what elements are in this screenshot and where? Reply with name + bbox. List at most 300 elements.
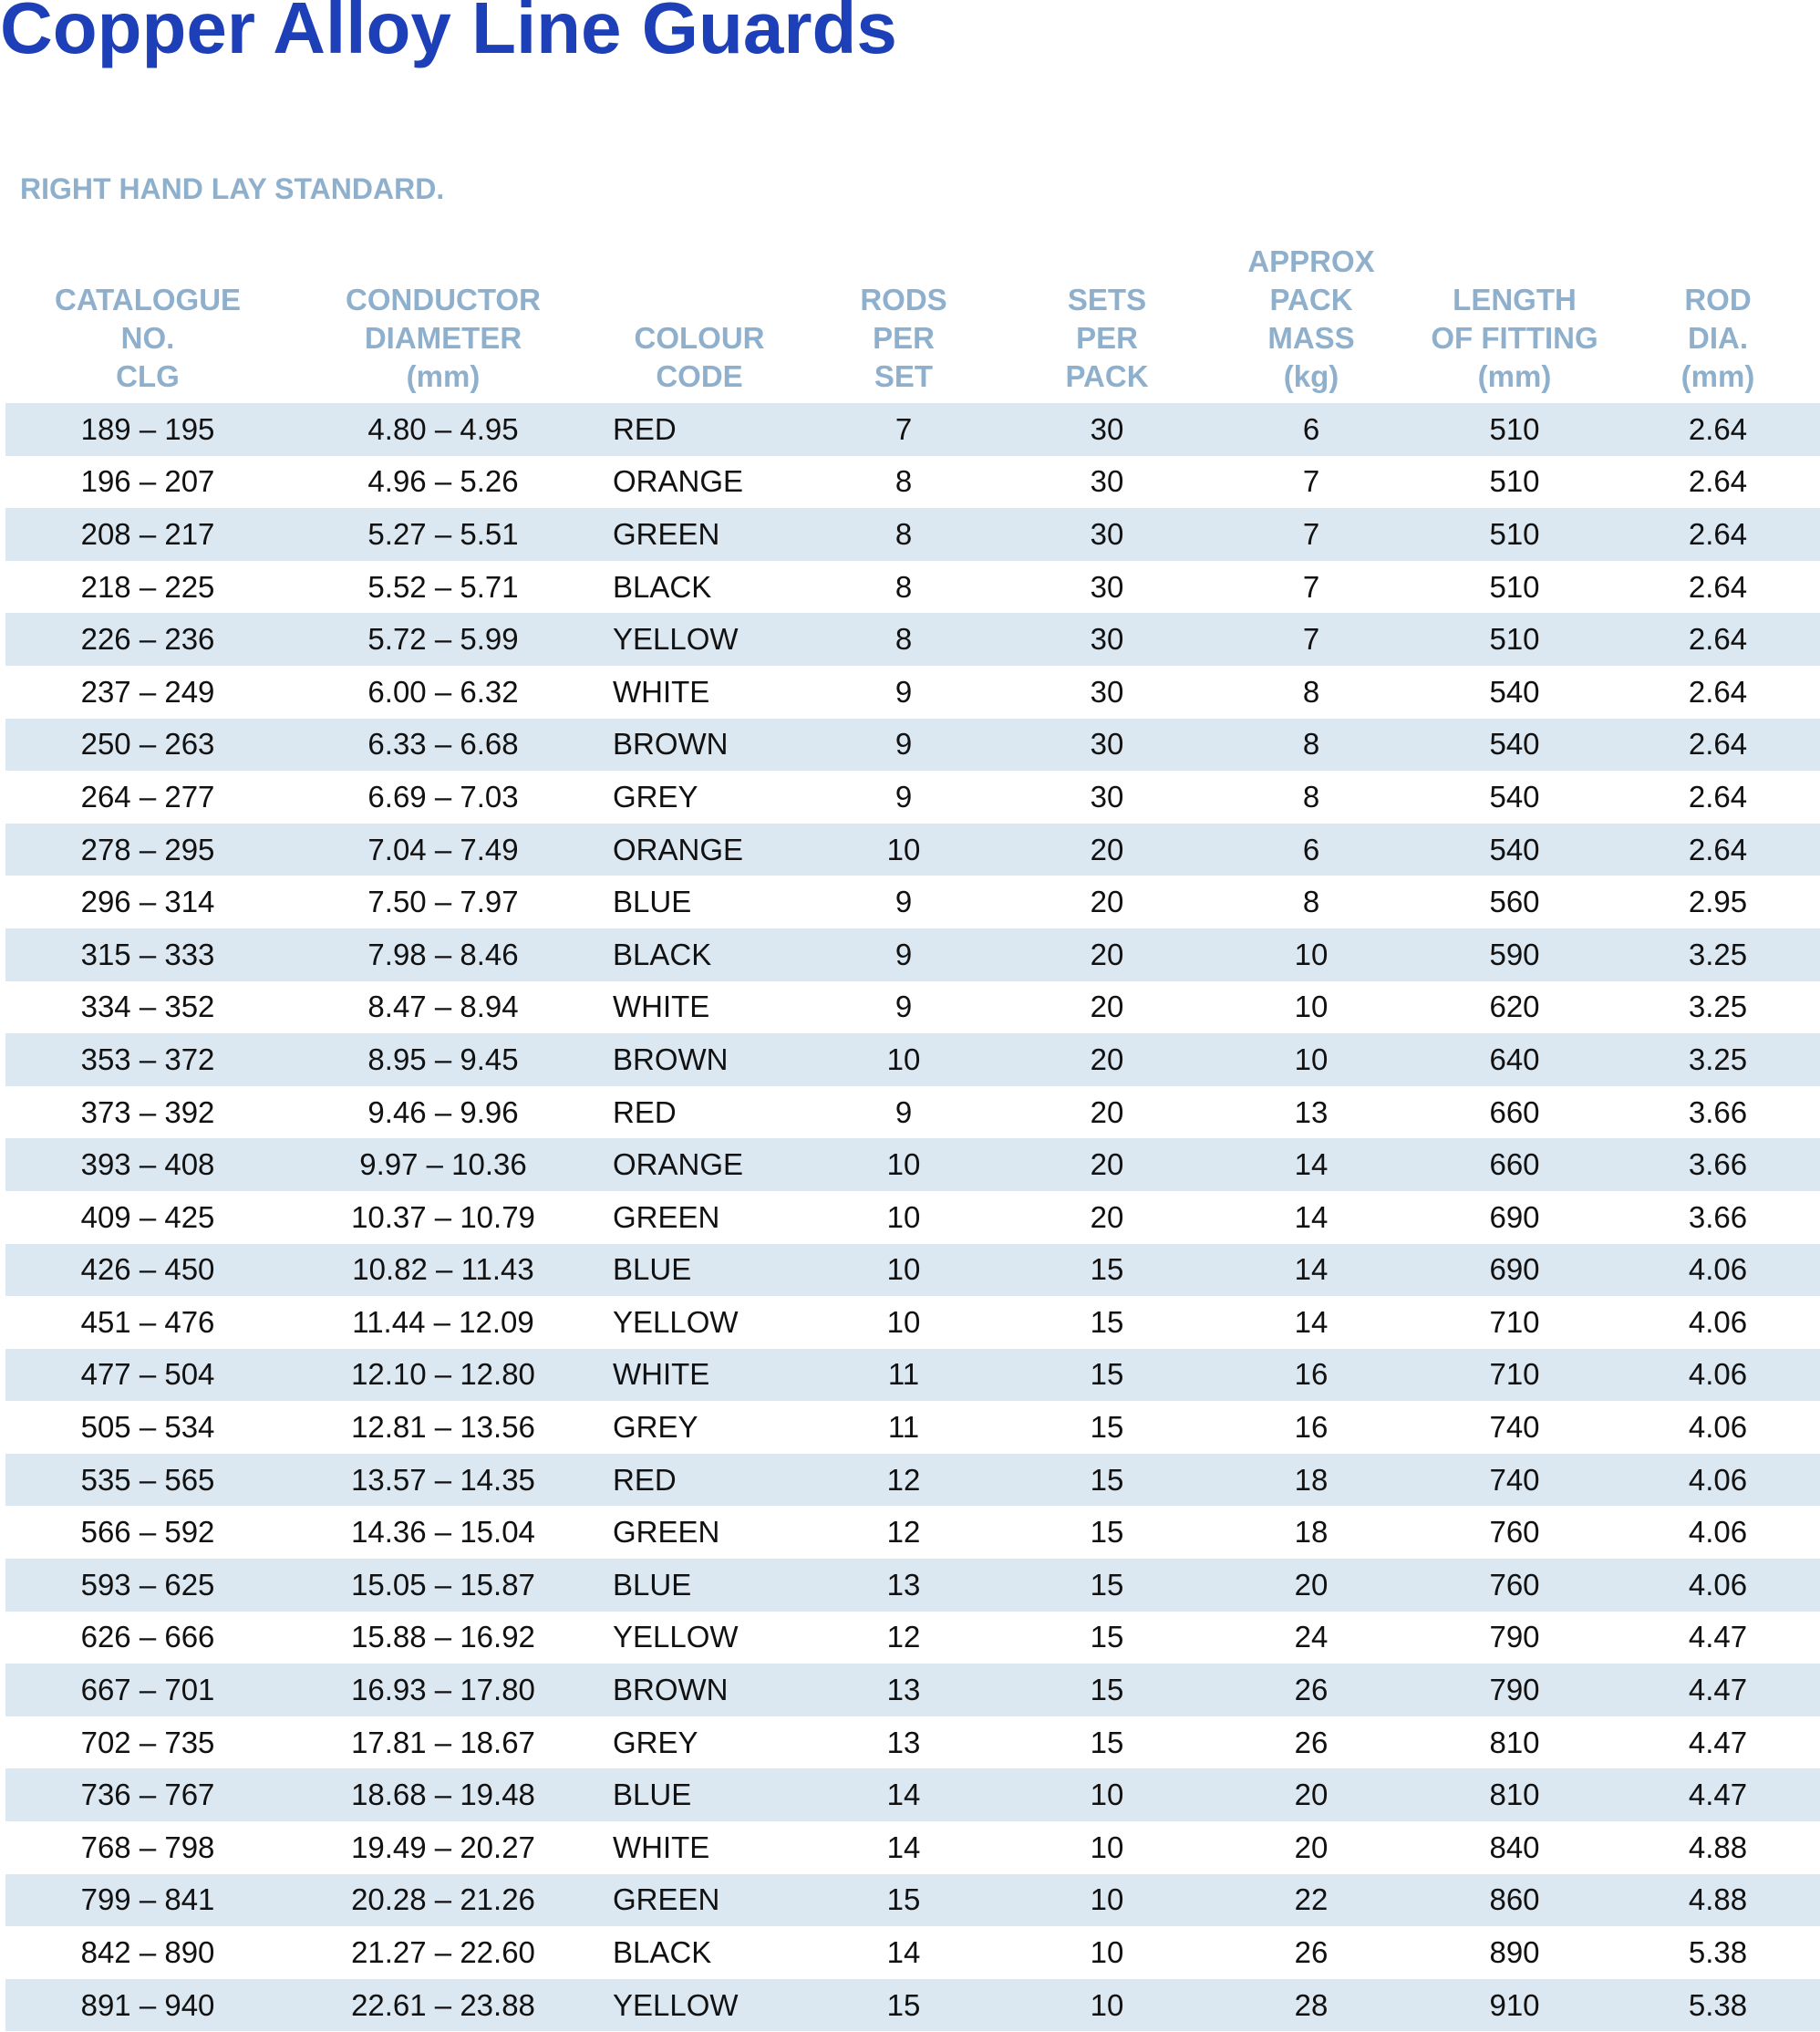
length-of-fitting-cell: 840 [1489, 1830, 1540, 1864]
table-row [5, 1454, 1820, 1507]
header-line: PER [1076, 321, 1138, 355]
length-of-fitting-cell: 510 [1489, 569, 1540, 604]
sets-per-pack-cell: 15 [1090, 1620, 1124, 1654]
rod-dia-cell: 3.66 [1688, 1147, 1748, 1182]
table-row [5, 1716, 1820, 1769]
header-line: SETS [1067, 283, 1147, 316]
rods-per-set-cell: 12 [886, 1515, 921, 1550]
colour-code-cell: WHITE [613, 1357, 710, 1392]
header-line: CLG [116, 359, 180, 393]
table-row [5, 456, 1820, 509]
pack-mass-cell: 18 [1294, 1462, 1329, 1497]
rod-dia-cell: 5.38 [1688, 1935, 1748, 1970]
length-of-fitting-cell: 590 [1489, 937, 1540, 971]
table-row [5, 1086, 1820, 1139]
table-row [5, 1191, 1820, 1244]
pack-mass-cell: 8 [1302, 779, 1320, 814]
sets-per-pack-cell: 30 [1090, 464, 1124, 499]
conductor-diameter-cell: 9.97 – 10.36 [359, 1147, 527, 1182]
length-of-fitting-cell: 660 [1489, 1094, 1540, 1129]
colour-code-cell: GREY [613, 1725, 698, 1759]
table-subtitle: RIGHT HAND LAY STANDARD. [20, 172, 445, 205]
header-line: COLOUR [634, 321, 765, 355]
rods-per-set-cell: 8 [894, 622, 913, 657]
length-of-fitting-cell: 510 [1489, 411, 1540, 446]
rods-per-set-cell: 12 [886, 1462, 921, 1497]
length-of-fitting-cell: 510 [1489, 622, 1540, 657]
length-of-fitting-cell: 620 [1489, 990, 1540, 1024]
rod-dia-cell: 4.06 [1688, 1567, 1748, 1602]
pack-mass-cell: 10 [1294, 1042, 1329, 1076]
colour-code-cell: BROWN [613, 727, 729, 762]
rods-per-set-cell: 10 [886, 1042, 921, 1076]
conductor-diameter-header [290, 239, 596, 403]
rods-per-set-cell: 12 [886, 1620, 921, 1654]
colour-code-cell: GREY [613, 1410, 698, 1445]
length-of-fitting-cell: 710 [1489, 1304, 1540, 1339]
sets-per-pack-cell: 30 [1090, 569, 1124, 604]
header-line: RODS [860, 283, 947, 316]
header-line: DIA. [1688, 321, 1748, 355]
rod-dia-header [1616, 239, 1820, 403]
conductor-diameter-cell: 12.10 – 12.80 [351, 1357, 535, 1392]
pack-mass-cell: 22 [1294, 1882, 1329, 1917]
rods-per-set-cell: 9 [894, 990, 913, 1024]
catalogue-no-cell: 736 – 767 [80, 1778, 215, 1812]
rod-dia-cell: 3.25 [1688, 1042, 1748, 1076]
conductor-diameter-cell: 5.72 – 5.99 [367, 622, 519, 657]
table-row [5, 1401, 1820, 1454]
rod-dia-cell: 3.25 [1688, 937, 1748, 971]
conductor-diameter-cell: 10.37 – 10.79 [351, 1199, 535, 1234]
rods-per-set-cell: 13 [886, 1673, 921, 1707]
sets-per-pack-cell: 10 [1090, 1778, 1124, 1812]
catalogue-no-cell: 702 – 735 [80, 1725, 215, 1759]
catalogue-no-cell: 566 – 592 [80, 1515, 215, 1550]
rod-dia-cell: 2.95 [1688, 885, 1748, 919]
catalogue-no-cell: 237 – 249 [80, 674, 215, 709]
rod-dia-cell: 4.06 [1688, 1515, 1748, 1550]
rods-per-set-header [802, 239, 1005, 403]
pack-mass-cell: 14 [1294, 1199, 1329, 1234]
conductor-diameter-cell: 7.50 – 7.97 [367, 885, 519, 919]
rods-per-set-cell: 11 [887, 1410, 920, 1445]
header-line: PACK [1065, 359, 1149, 393]
rods-per-set-cell: 10 [886, 1199, 921, 1234]
catalogue-no-cell: 353 – 372 [80, 1042, 215, 1076]
table-row [5, 1138, 1820, 1191]
sets-per-pack-cell: 15 [1090, 1304, 1124, 1339]
pack-mass-cell: 6 [1302, 832, 1320, 866]
header-line: CODE [656, 359, 743, 393]
conductor-diameter-cell: 5.27 – 5.51 [367, 516, 519, 551]
colour-code-cell: BROWN [613, 1042, 729, 1076]
rod-dia-cell: 2.64 [1688, 832, 1748, 866]
pack-mass-cell: 8 [1302, 885, 1320, 919]
table-row [5, 1349, 1820, 1402]
rod-dia-cell: 4.47 [1688, 1620, 1748, 1654]
colour-code-cell: ORANGE [613, 1147, 744, 1182]
catalogue-no-cell: 373 – 392 [80, 1094, 215, 1129]
table-row [5, 1768, 1820, 1821]
sets-per-pack-cell: 10 [1090, 1830, 1124, 1864]
colour-code-cell: BLUE [613, 1567, 692, 1602]
catalogue-no-cell: 196 – 207 [80, 464, 215, 499]
catalogue-no-cell: 593 – 625 [80, 1567, 215, 1602]
colour-code-cell: ORANGE [613, 464, 744, 499]
sets-per-pack-cell: 15 [1090, 1515, 1124, 1550]
sets-per-pack-cell: 20 [1090, 1042, 1124, 1076]
pack-mass-cell: 14 [1294, 1252, 1329, 1287]
pack-mass-cell: 26 [1294, 1673, 1329, 1707]
rods-per-set-cell: 11 [887, 1357, 920, 1392]
length-of-fitting-cell: 710 [1489, 1357, 1540, 1392]
length-of-fitting-cell: 660 [1489, 1147, 1540, 1182]
conductor-diameter-cell: 8.95 – 9.45 [367, 1042, 519, 1076]
conductor-diameter-cell: 22.61 – 23.88 [351, 1987, 535, 2022]
header-line: SET [874, 359, 934, 393]
colour-code-cell: BLUE [613, 885, 692, 919]
length-of-fitting-cell: 740 [1489, 1462, 1540, 1497]
conductor-diameter-cell: 16.93 – 17.80 [351, 1673, 535, 1707]
pack-mass-cell: 8 [1302, 674, 1320, 709]
colour-code-cell: BLACK [613, 937, 712, 971]
pack-mass-cell: 18 [1294, 1515, 1329, 1550]
length-of-fitting-cell: 540 [1489, 674, 1540, 709]
colour-code-cell: BLACK [613, 1935, 712, 1970]
table-row [5, 561, 1820, 614]
rods-per-set-cell: 10 [886, 1252, 921, 1287]
rod-dia-cell: 4.06 [1688, 1410, 1748, 1445]
rods-per-set-cell: 9 [894, 885, 913, 919]
length-of-fitting-cell: 690 [1489, 1199, 1540, 1234]
rod-dia-cell: 2.64 [1688, 411, 1748, 446]
conductor-diameter-cell: 17.81 – 18.67 [351, 1725, 535, 1759]
catalogue-no-cell: 334 – 352 [80, 990, 215, 1024]
sets-per-pack-cell: 15 [1090, 1673, 1124, 1707]
header-line: (kg) [1283, 359, 1339, 393]
rod-dia-cell: 4.47 [1688, 1725, 1748, 1759]
header-line: DIAMETER [364, 321, 522, 355]
conductor-diameter-cell: 13.57 – 14.35 [351, 1462, 535, 1497]
table-body [5, 403, 1820, 2031]
table-row [5, 771, 1820, 824]
header-line: APPROX [1247, 244, 1375, 278]
rod-dia-cell: 2.64 [1688, 464, 1748, 499]
rod-dia-cell: 3.25 [1688, 990, 1748, 1024]
conductor-diameter-cell: 5.52 – 5.71 [367, 569, 519, 604]
table-row [5, 1559, 1820, 1612]
catalogue-no-cell: 505 – 534 [80, 1410, 215, 1445]
rod-dia-cell: 5.38 [1688, 1987, 1748, 2022]
catalogue-no-cell: 626 – 666 [80, 1620, 215, 1654]
header-line: ROD [1684, 283, 1752, 316]
rods-per-set-cell: 14 [886, 1935, 921, 1970]
sets-per-pack-cell: 15 [1090, 1462, 1124, 1497]
rods-per-set-cell: 8 [894, 516, 913, 551]
conductor-diameter-cell: 10.82 – 11.43 [352, 1252, 534, 1287]
rods-per-set-cell: 7 [894, 411, 913, 446]
rods-per-set-cell: 9 [894, 937, 913, 971]
catalogue-no-cell: 218 – 225 [80, 569, 215, 604]
rod-dia-cell: 4.06 [1688, 1462, 1748, 1497]
colour-code-cell: WHITE [613, 1830, 710, 1864]
rods-per-set-cell: 9 [894, 1094, 913, 1129]
length-of-fitting-cell: 540 [1489, 727, 1540, 762]
table-row [5, 719, 1820, 772]
pack-mass-cell: 20 [1294, 1567, 1329, 1602]
conductor-diameter-cell: 12.81 – 13.56 [351, 1410, 535, 1445]
table-row [5, 613, 1820, 666]
header-line: (mm) [406, 359, 481, 393]
header-line: MASS [1267, 321, 1355, 355]
table-row [5, 508, 1820, 561]
rods-per-set-cell: 15 [886, 1987, 921, 2022]
pack-mass-cell: 10 [1294, 937, 1329, 971]
sets-per-pack-cell: 30 [1090, 779, 1124, 814]
length-of-fitting-cell: 860 [1489, 1882, 1540, 1917]
colour-code-cell: RED [613, 1094, 677, 1129]
colour-code-cell: WHITE [613, 990, 710, 1024]
sets-per-pack-cell: 20 [1090, 990, 1124, 1024]
catalogue-no-cell: 891 – 940 [80, 1987, 215, 2022]
catalogue-no-cell: 315 – 333 [80, 937, 215, 971]
catalogue-no-cell: 426 – 450 [80, 1252, 215, 1287]
rods-per-set-cell: 13 [886, 1567, 921, 1602]
colour-code-cell: ORANGE [613, 832, 744, 866]
rods-per-set-cell: 14 [886, 1830, 921, 1864]
conductor-diameter-cell: 21.27 – 22.60 [351, 1935, 535, 1970]
pack-mass-cell: 20 [1294, 1778, 1329, 1812]
conductor-diameter-cell: 6.33 – 6.68 [367, 727, 519, 762]
conductor-diameter-cell: 18.68 – 19.48 [351, 1778, 535, 1812]
line-guard-spec-table [5, 239, 1820, 2031]
sets-per-pack-cell: 30 [1090, 674, 1124, 709]
conductor-diameter-cell: 15.05 – 15.87 [351, 1567, 535, 1602]
length-of-fitting-cell: 790 [1489, 1620, 1540, 1654]
pack-mass-cell: 7 [1302, 622, 1320, 657]
header-line: LENGTH [1453, 283, 1577, 316]
pack-mass-cell: 10 [1294, 990, 1329, 1024]
length-of-fitting-cell: 790 [1489, 1673, 1540, 1707]
sets-per-pack-cell: 20 [1090, 1199, 1124, 1234]
conductor-diameter-cell: 15.88 – 16.92 [351, 1620, 535, 1654]
colour-code-cell: BLACK [613, 569, 712, 604]
pack-mass-cell: 20 [1294, 1830, 1329, 1864]
length-of-fitting-cell: 540 [1489, 779, 1540, 814]
sets-per-pack-cell: 15 [1090, 1725, 1124, 1759]
length-of-fitting-cell: 760 [1489, 1515, 1540, 1550]
length-of-fitting-cell: 510 [1489, 516, 1540, 551]
catalogue-no-header [5, 239, 290, 403]
catalogue-no-cell: 451 – 476 [80, 1304, 215, 1339]
table-row [5, 1612, 1820, 1664]
sets-per-pack-cell: 10 [1090, 1987, 1124, 2022]
length-of-fitting-cell: 690 [1489, 1252, 1540, 1287]
colour-code-cell: BLUE [613, 1778, 692, 1812]
rod-dia-cell: 4.47 [1688, 1673, 1748, 1707]
catalogue-no-cell: 477 – 504 [80, 1357, 215, 1392]
length-of-fitting-cell: 510 [1489, 464, 1540, 499]
length-of-fitting-cell: 810 [1489, 1725, 1540, 1759]
sets-per-pack-cell: 30 [1090, 622, 1124, 657]
rod-dia-cell: 2.64 [1688, 779, 1748, 814]
header-line: NO. [120, 321, 175, 355]
colour-code-cell: BROWN [613, 1673, 729, 1707]
catalogue-no-cell: 535 – 565 [80, 1462, 215, 1497]
colour-code-cell: RED [613, 1462, 677, 1497]
rods-per-set-cell: 10 [886, 1147, 921, 1182]
header-line: (mm) [1477, 359, 1552, 393]
rod-dia-cell: 4.06 [1688, 1304, 1748, 1339]
table-row [5, 1874, 1820, 1927]
rods-per-set-cell: 8 [894, 464, 913, 499]
catalogue-no-cell: 296 – 314 [80, 885, 215, 919]
header-line: CATALOGUE [54, 283, 242, 316]
pack-mass-cell: 24 [1294, 1620, 1329, 1654]
colour-code-header [596, 239, 802, 403]
header-line: PER [873, 321, 935, 355]
pack-mass-cell: 7 [1302, 516, 1320, 551]
pack-mass-cell: 16 [1294, 1410, 1329, 1445]
rods-per-set-cell: 13 [886, 1725, 921, 1759]
catalogue-no-cell: 264 – 277 [80, 779, 215, 814]
colour-code-cell: GREY [613, 779, 698, 814]
rods-per-set-cell: 9 [894, 779, 913, 814]
catalogue-no-cell: 409 – 425 [80, 1199, 215, 1234]
rod-dia-cell: 2.64 [1688, 569, 1748, 604]
rods-per-set-cell: 14 [886, 1778, 921, 1812]
header-line: (mm) [1680, 359, 1755, 393]
table-row [5, 824, 1820, 876]
conductor-diameter-cell: 6.69 – 7.03 [367, 779, 519, 814]
conductor-diameter-cell: 19.49 – 20.27 [351, 1830, 535, 1864]
table-row [5, 1506, 1820, 1559]
table-row [5, 1244, 1820, 1297]
sets-per-pack-cell: 10 [1090, 1882, 1124, 1917]
length-of-fitting-header [1413, 239, 1616, 403]
sets-per-pack-cell: 30 [1090, 516, 1124, 551]
pack-mass-cell: 26 [1294, 1935, 1329, 1970]
rods-per-set-cell: 10 [886, 1304, 921, 1339]
length-of-fitting-cell: 740 [1489, 1410, 1540, 1445]
sets-per-pack-cell: 30 [1090, 411, 1124, 446]
header-line: OF FITTING [1431, 321, 1598, 355]
catalogue-no-cell: 799 – 841 [80, 1882, 215, 1917]
sets-per-pack-cell: 15 [1090, 1410, 1124, 1445]
length-of-fitting-cell: 760 [1489, 1567, 1540, 1602]
table-row [5, 981, 1820, 1034]
rod-dia-cell: 3.66 [1688, 1199, 1748, 1234]
conductor-diameter-cell: 14.36 – 15.04 [351, 1515, 535, 1550]
sets-per-pack-cell: 30 [1090, 727, 1124, 762]
pack-mass-cell: 14 [1294, 1304, 1329, 1339]
conductor-diameter-cell: 7.04 – 7.49 [367, 832, 519, 866]
rods-per-set-cell: 10 [886, 832, 921, 866]
conductor-diameter-cell: 4.80 – 4.95 [367, 411, 519, 446]
sets-per-pack-header [1005, 239, 1209, 403]
conductor-diameter-cell: 6.00 – 6.32 [367, 674, 519, 709]
header-line: PACK [1269, 283, 1353, 316]
pack-mass-cell: 16 [1294, 1357, 1329, 1392]
length-of-fitting-cell: 560 [1489, 885, 1540, 919]
sets-per-pack-cell: 20 [1090, 885, 1124, 919]
catalogue-no-cell: 189 – 195 [80, 411, 215, 446]
catalogue-no-cell: 226 – 236 [80, 622, 215, 657]
conductor-diameter-cell: 9.46 – 9.96 [367, 1094, 519, 1129]
length-of-fitting-cell: 910 [1489, 1987, 1540, 2022]
length-of-fitting-cell: 540 [1489, 832, 1540, 866]
sets-per-pack-cell: 20 [1090, 937, 1124, 971]
rod-dia-cell: 2.64 [1688, 516, 1748, 551]
colour-code-cell: YELLOW [613, 1304, 739, 1339]
rod-dia-cell: 2.64 [1688, 674, 1748, 709]
pack-mass-cell: 7 [1302, 569, 1320, 604]
catalogue-no-cell: 768 – 798 [80, 1830, 215, 1864]
table-row [5, 1979, 1820, 2032]
rod-dia-cell: 4.88 [1688, 1830, 1748, 1864]
pack-mass-cell: 6 [1302, 411, 1320, 446]
table-row [5, 1033, 1820, 1086]
colour-code-cell: GREEN [613, 516, 720, 551]
pack-mass-cell: 8 [1302, 727, 1320, 762]
length-of-fitting-cell: 890 [1489, 1935, 1540, 1970]
table-row [5, 1926, 1820, 1979]
pack-mass-cell: 14 [1294, 1147, 1329, 1182]
sets-per-pack-cell: 20 [1090, 832, 1124, 866]
length-of-fitting-cell: 810 [1489, 1778, 1540, 1812]
table-row [5, 928, 1820, 981]
colour-code-cell: BLUE [613, 1252, 692, 1287]
colour-code-cell: WHITE [613, 674, 710, 709]
catalogue-no-cell: 842 – 890 [80, 1935, 215, 1970]
colour-code-cell: RED [613, 411, 677, 446]
catalogue-no-cell: 393 – 408 [80, 1147, 215, 1182]
rod-dia-cell: 2.64 [1688, 622, 1748, 657]
pack-mass-cell: 28 [1294, 1987, 1329, 2022]
sets-per-pack-cell: 15 [1090, 1567, 1124, 1602]
catalogue-no-cell: 250 – 263 [80, 727, 215, 762]
colour-code-cell: GREEN [613, 1199, 720, 1234]
pack-mass-cell: 7 [1302, 464, 1320, 499]
pack-mass-cell: 26 [1294, 1725, 1329, 1759]
rod-dia-cell: 2.64 [1688, 727, 1748, 762]
table-row [5, 876, 1820, 928]
header-line: CONDUCTOR [346, 283, 541, 316]
table-row [5, 666, 1820, 719]
rod-dia-cell: 4.88 [1688, 1882, 1748, 1917]
rod-dia-cell: 4.06 [1688, 1252, 1748, 1287]
rods-per-set-cell: 9 [894, 674, 913, 709]
pack-mass-cell: 13 [1294, 1094, 1329, 1129]
approx-pack-mass-header [1209, 239, 1413, 403]
table-row [5, 1821, 1820, 1874]
page-title: Copper Alloy Line Guards [0, 0, 897, 68]
header-row [5, 239, 1820, 403]
catalogue-no-cell: 278 – 295 [80, 832, 215, 866]
rod-dia-cell: 4.47 [1688, 1778, 1748, 1812]
rod-dia-cell: 4.06 [1688, 1357, 1748, 1392]
rods-per-set-cell: 8 [894, 569, 913, 604]
sets-per-pack-cell: 10 [1090, 1935, 1124, 1970]
colour-code-cell: YELLOW [613, 622, 739, 657]
table-row [5, 1296, 1820, 1349]
colour-code-cell: YELLOW [613, 1620, 739, 1654]
catalogue-no-cell: 667 – 701 [80, 1673, 215, 1707]
table-row [5, 1664, 1820, 1716]
sets-per-pack-cell: 15 [1090, 1252, 1124, 1287]
sets-per-pack-cell: 15 [1090, 1357, 1124, 1392]
